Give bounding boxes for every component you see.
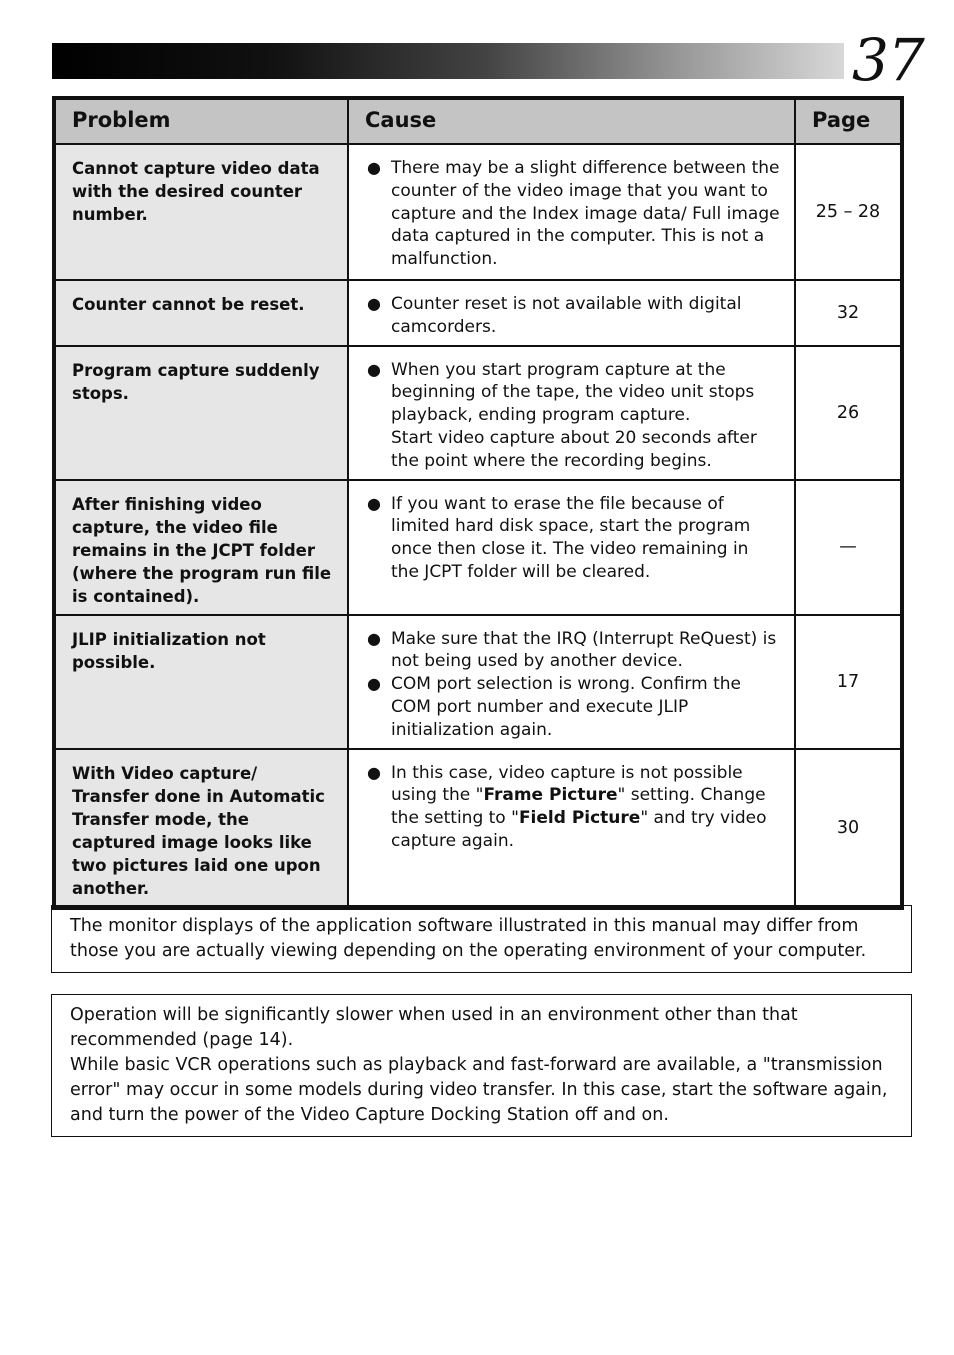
setting-name: Frame Picture [483, 785, 618, 806]
page-ref-cell: 32 [795, 280, 902, 346]
problem-cell: JLIP initialization not possible. [54, 615, 348, 749]
header-problem: Problem [54, 98, 348, 144]
cause-text-segment: Counter reset is not available with digital camcorders. [391, 294, 742, 337]
header-cause: Cause [348, 98, 795, 144]
page-ref-cell: 26 [795, 346, 902, 480]
problem-cell: Program capture suddenly stops. [54, 346, 348, 480]
cause-item [367, 762, 780, 853]
cause-text-segment: Make sure that the IRQ (Interrupt ReQuest) is not being used by another device. [391, 628, 777, 672]
cause-cell [348, 615, 795, 749]
cause-item [367, 359, 780, 473]
cause-text-segment: If you want to erase the file because of limited hard disk space, start the program once then close it. The video remaining in the JCPT folder will be cleared. [391, 493, 751, 582]
header-page: Page [795, 98, 902, 144]
cause-text [391, 293, 780, 339]
bullet-icon: ● [367, 158, 381, 177]
troubleshooting-table [52, 96, 904, 910]
cause-cell [348, 346, 795, 480]
cause-cell [348, 280, 795, 346]
table-row [54, 480, 902, 615]
cause-text [391, 359, 780, 473]
note-paragraph: The monitor displays of the application software illustrated in this manual may differ from those you are actually viewing depending on the operating environment of your computer. [70, 916, 867, 961]
bullet-icon: ● [367, 294, 381, 313]
bullet-icon: ● [367, 674, 381, 694]
problem-cell: Counter cannot be reset. [54, 280, 348, 346]
page-ref-cell: 17 [795, 615, 902, 749]
note-paragraph: Operation will be significantly slower when used in an environment other than that recommended (page 14). [70, 1005, 798, 1050]
cause-cell [348, 480, 795, 615]
problem-cell: Cannot capture video data with the desired counter number. [54, 144, 348, 280]
cause-text-segment: In this case, video capture is not possible using the " [391, 762, 743, 806]
cause-item [367, 157, 780, 271]
page-ref-cell: 30 [795, 749, 902, 908]
note-operation-speed [51, 994, 912, 1137]
bullet-icon: ● [367, 493, 381, 513]
cause-text [391, 628, 780, 674]
problem-cell: After finishing video capture, the video file remains in the JCPT folder (where the program run file is contained). [54, 480, 348, 615]
cause-text-segment: COM port selection is wrong. Confirm the COM port number and execute JLIP initialization again. [391, 674, 741, 740]
cause-item [367, 493, 780, 584]
cause-text-segment: There may be a slight difference between the counter of the video image that you want to capture and the Index image data/ Full image data captured in the computer. This is not a malfunction. [391, 158, 780, 270]
cause-cell [348, 144, 795, 280]
bullet-icon: ● [367, 359, 381, 379]
note-paragraph: While basic VCR operations such as playback and fast-forward are available, a "transmission error" may occur in some models during video transfer. In this case, start the software again, and turn the power of the Video Capture Docking Station off and on. [70, 1055, 888, 1125]
header-gradient-bar [52, 43, 844, 79]
cause-text [391, 493, 780, 584]
table-row [54, 346, 902, 480]
table-header-row [54, 98, 902, 144]
problem-cell: With Video capture/ Transfer done in Automatic Transfer mode, the captured image looks like two pictures laid one upon another. [54, 749, 348, 908]
bullet-icon: ● [367, 762, 381, 782]
bullet-icon: ● [367, 628, 381, 648]
cause-text-segment: When you start program capture at the beginning of the tape, the video unit stops playback, ending program capture. Start video capture about 20 seconds after the point where the recording begins. [391, 359, 757, 471]
cause-item [367, 293, 780, 339]
page-ref-cell: — [795, 480, 902, 615]
cause-text [391, 157, 780, 271]
setting-name: Field Picture [518, 808, 641, 829]
page-number: 37 [852, 26, 924, 94]
cause-item [367, 673, 780, 741]
table-row [54, 615, 902, 749]
cause-item [367, 628, 780, 674]
table-row [54, 749, 902, 908]
cause-text-segment: " and try video capture again. [391, 808, 767, 851]
cause-text [391, 762, 780, 853]
page-ref-cell: 25 – 28 [795, 144, 902, 280]
table-row [54, 144, 902, 280]
cause-cell [348, 749, 795, 908]
cause-text-segment: " setting. Change the setting to " [391, 785, 766, 829]
note-monitor-displays [51, 905, 912, 973]
cause-text [391, 673, 780, 741]
table-row [54, 280, 902, 346]
